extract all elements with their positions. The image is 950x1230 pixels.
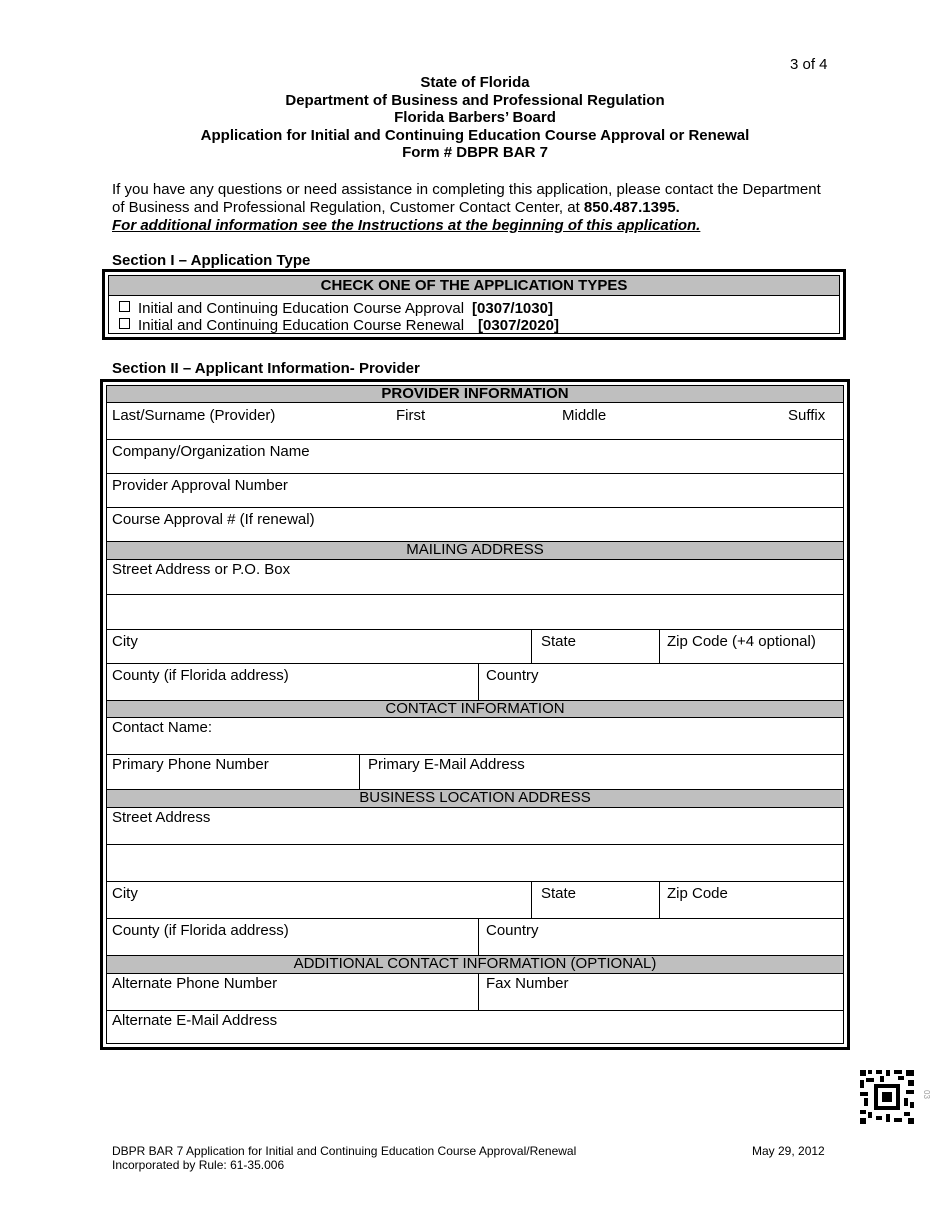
section2-title: Section II – Applicant Information- Provider: [112, 360, 420, 377]
contact-info-header: CONTACT INFORMATION: [107, 701, 843, 718]
option-label: Initial and Continuing Education Course Renewal: [138, 317, 465, 334]
alternate-email-row[interactable]: [107, 1011, 843, 1049]
business-county-field[interactable]: County (if Florida address): [112, 922, 289, 939]
alternate-email-field[interactable]: Alternate E-Mail Address: [112, 1012, 278, 1029]
provider-information-box: [100, 379, 850, 1050]
alternate-phone-field[interactable]: Alternate Phone Number: [112, 975, 278, 992]
option-renewal[interactable]: [119, 317, 559, 334]
option-code: [0307/1030]: [472, 300, 553, 317]
provider-approval-field[interactable]: Provider Approval Number: [112, 477, 288, 494]
company-name-field[interactable]: Company/Organization Name: [112, 443, 310, 460]
mailing-city-row[interactable]: [107, 630, 843, 664]
primary-contact-row[interactable]: [107, 755, 843, 790]
business-city-field[interactable]: City: [112, 885, 138, 902]
business-street-line2[interactable]: [107, 845, 843, 882]
checkbox-icon[interactable]: [119, 318, 130, 329]
mailing-county-row[interactable]: [107, 664, 843, 701]
first-name-field[interactable]: First: [396, 407, 426, 424]
header-state: State of Florida: [420, 74, 530, 91]
name-row[interactable]: [107, 403, 843, 440]
checkbox-icon[interactable]: [119, 301, 130, 312]
fax-number-field[interactable]: Fax Number: [478, 974, 843, 1010]
business-state-field[interactable]: State: [531, 882, 659, 918]
mailing-street-row[interactable]: [107, 560, 843, 595]
business-city-row[interactable]: [107, 882, 843, 919]
mailing-country-field[interactable]: Country: [478, 664, 843, 700]
mailing-state-field[interactable]: State: [531, 630, 659, 663]
footer-date: May 29, 2012: [752, 1144, 825, 1158]
business-street-row[interactable]: [107, 808, 843, 845]
alternate-contact-row[interactable]: [107, 974, 843, 1011]
business-street-field[interactable]: Street Address: [112, 809, 211, 826]
business-county-row[interactable]: [107, 919, 843, 956]
instructions-note: For additional information see the Instructions at the beginning of this application.: [112, 217, 701, 234]
contact-name-field[interactable]: Contact Name:: [112, 719, 213, 736]
intro-paragraph: [112, 181, 832, 235]
header-department: Department of Business and Professional Regulation: [285, 91, 665, 109]
mailing-street-line2[interactable]: [107, 595, 843, 630]
header-form-number: Form # DBPR BAR 7: [402, 144, 548, 161]
application-type-box: [102, 269, 846, 340]
footer-rule: Incorporated by Rule: 61-35.006: [112, 1158, 285, 1172]
business-zip-field[interactable]: Zip Code: [659, 882, 843, 918]
footer-form-title: DBPR BAR 7 Application for Initial and Continuing Education Course Approval/Renewal: [112, 1144, 577, 1158]
page-number: 3 of 4: [790, 56, 828, 73]
contact-phone: 850.487.1395.: [583, 199, 680, 216]
mailing-street-field[interactable]: Street Address or P.O. Box: [112, 561, 291, 578]
mailing-zip-field[interactable]: Zip Code (+4 optional): [659, 630, 843, 663]
option-code: [0307/2020]: [478, 317, 559, 334]
suffix-field[interactable]: Suffix: [788, 407, 826, 424]
section1-title: Section I – Application Type: [112, 252, 311, 269]
mailing-county-field[interactable]: County (if Florida address): [112, 667, 289, 684]
qr-code-icon: [858, 1068, 916, 1126]
mailing-address-header: MAILING ADDRESS: [107, 542, 843, 560]
company-row[interactable]: [107, 440, 843, 474]
intro-text: If you have any questions or need assistance in completing this application, please contact the Department of Business and Professional Regulation, Customer Contact Center, at: [112, 181, 821, 216]
form-header: [0, 74, 950, 162]
application-type-header: CHECK ONE OF THE APPLICATION TYPES: [109, 276, 839, 296]
last-name-field[interactable]: Last/Surname (Provider): [112, 407, 276, 424]
header-application-title: Application for Initial and Continuing Education Course Approval or Renewal: [200, 126, 750, 144]
option-approval[interactable]: [119, 300, 553, 317]
mailing-city-field[interactable]: City: [112, 633, 138, 650]
primary-email-field[interactable]: Primary E-Mail Address: [359, 755, 843, 789]
header-board: Florida Barbers’ Board: [394, 109, 556, 126]
business-country-field[interactable]: Country: [478, 919, 843, 955]
option-label: Initial and Continuing Education Course Approval: [138, 300, 465, 317]
middle-name-field[interactable]: Middle: [562, 407, 607, 424]
course-approval-row[interactable]: [107, 508, 843, 542]
primary-phone-field[interactable]: Primary Phone Number: [112, 756, 269, 773]
qr-label: 03: [922, 1090, 931, 1099]
footer: [112, 1144, 576, 1172]
additional-contact-header: ADDITIONAL CONTACT INFORMATION (OPTIONAL): [107, 956, 843, 974]
provider-info-header: PROVIDER INFORMATION: [107, 386, 843, 403]
course-approval-field[interactable]: Course Approval # (If renewal): [112, 511, 315, 528]
contact-name-row[interactable]: [107, 718, 843, 755]
business-location-header: BUSINESS LOCATION ADDRESS: [107, 790, 843, 808]
provider-approval-row[interactable]: [107, 474, 843, 508]
